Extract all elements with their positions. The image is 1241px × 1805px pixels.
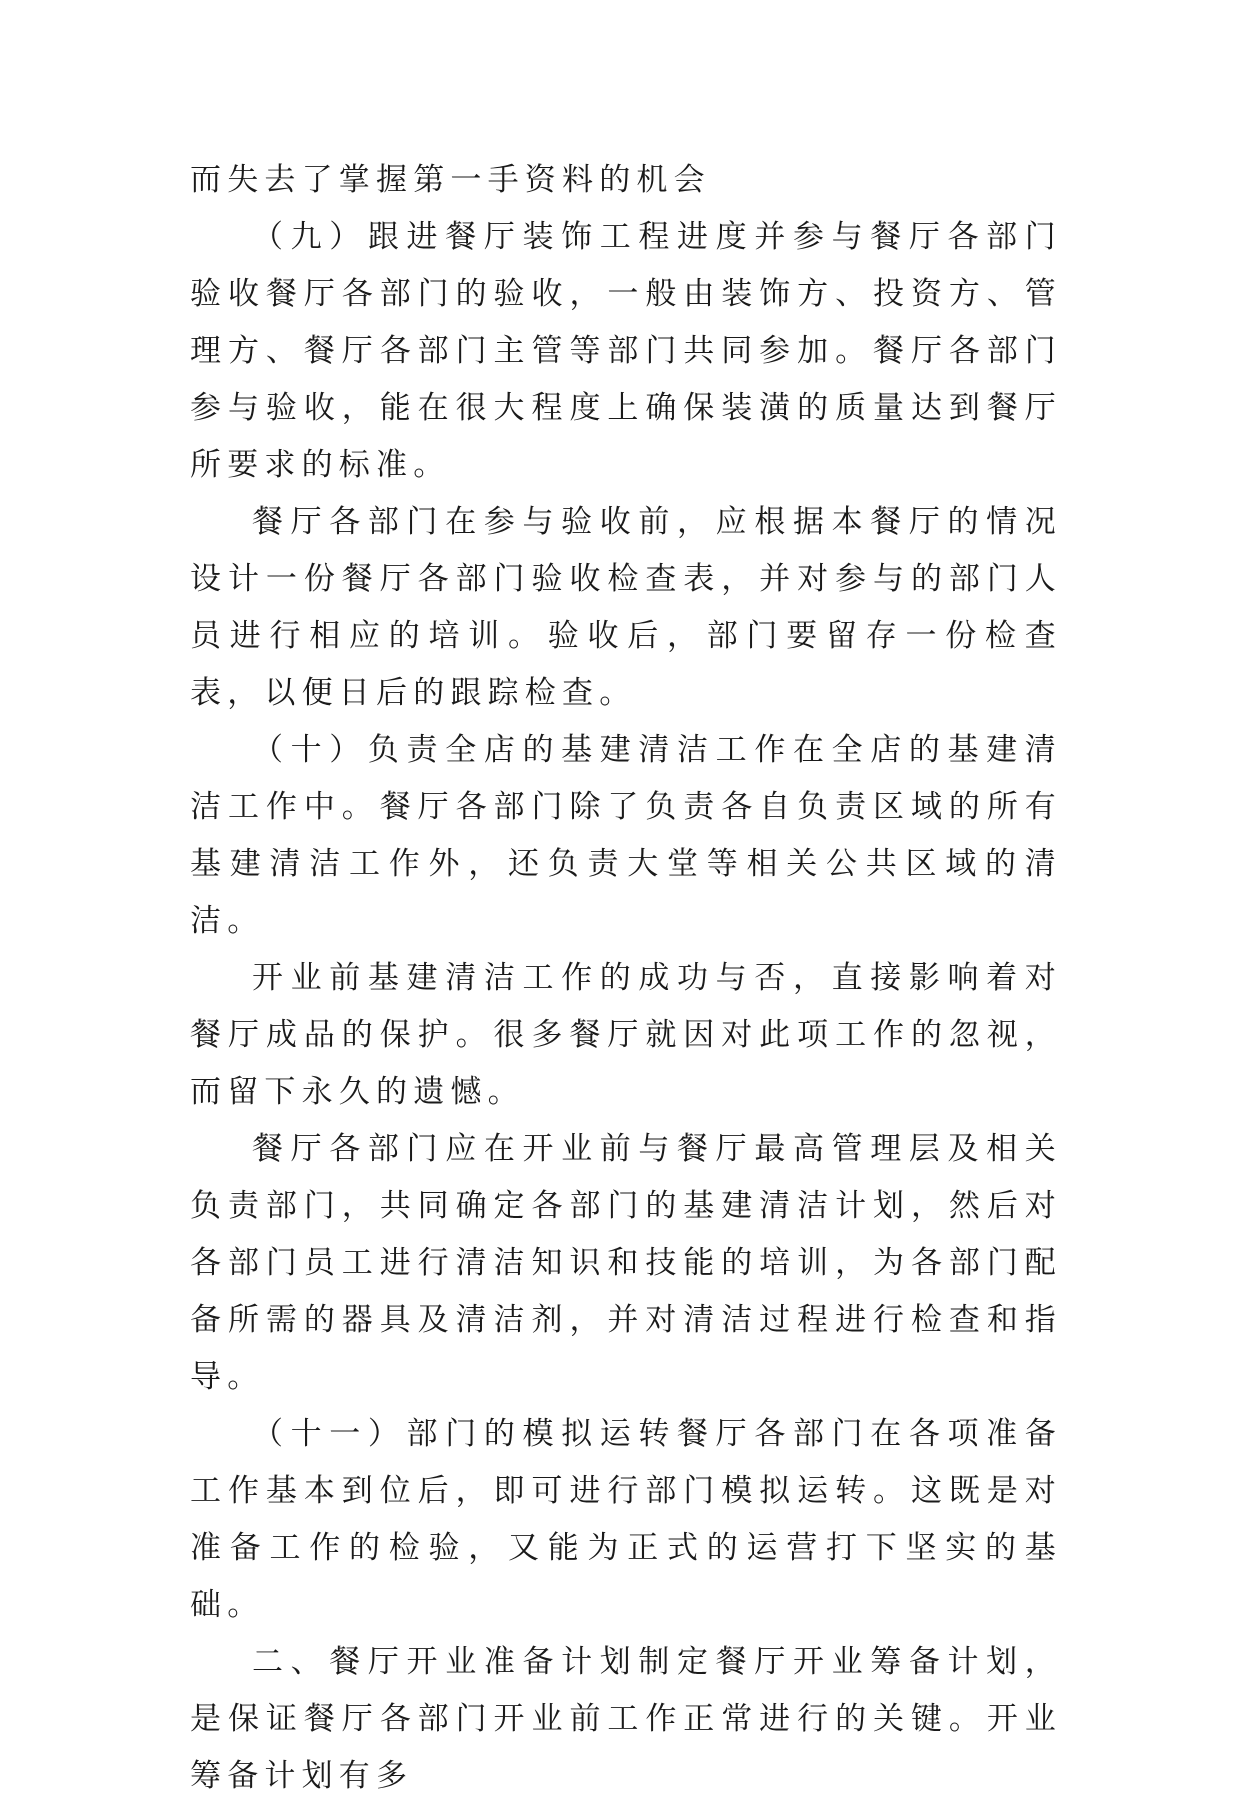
paragraph-section-10: （十）负责全店的基建清洁工作在全店的基建清洁工作中。餐厅各部门除了负责各自负责区域的所有基建清洁工作外，还负责大堂等相关公共区域的清洁。	[190, 732, 1062, 939]
paragraph-continuation: 而失去了掌握第一手资料的机会	[190, 162, 711, 198]
paragraph-section-11: （十一）部门的模拟运转餐厅各部门在各项准备工作基本到位后，即可进行部门模拟运转。这既是对准备工作的检验，又能为正式的运营打下坚实的基础。	[190, 1416, 1062, 1623]
paragraph-cleaning-importance: 开业前基建清洁工作的成功与否，直接影响着对餐厅成品的保护。很多餐厅就因对此项工作的忽视，而留下永久的遗憾。	[190, 960, 1062, 1110]
document-body	[190, 152, 1062, 1805]
paragraph-inspection-checklist: 餐厅各部门在参与验收前，应根据本餐厅的情况设计一份餐厅各部门验收检查表，并对参与的部门人员进行相应的培训。验收后，部门要留存一份检查表，以便日后的跟踪检查。	[190, 504, 1062, 711]
paragraph-section-9: （九）跟进餐厅装饰工程进度并参与餐厅各部门验收餐厅各部门的验收，一般由装饰方、投资方、管理方、餐厅各部门主管等部门共同参加。餐厅各部门参与验收，能在很大程度上确保装潢的质量达到餐厅所要求的标准。	[190, 219, 1062, 483]
paragraph-cleaning-plan: 餐厅各部门应在开业前与餐厅最高管理层及相关负责部门，共同确定各部门的基建清洁计划，然后对各部门员工进行清洁知识和技能的培训，为各部门配备所需的器具及清洁剂，并对清洁过程进行检查和指导。	[190, 1131, 1062, 1395]
paragraph-section-two: 二、餐厅开业准备计划制定餐厅开业筹备计划，是保证餐厅各部门开业前工作正常进行的关键。开业筹备计划有多	[190, 1644, 1062, 1794]
